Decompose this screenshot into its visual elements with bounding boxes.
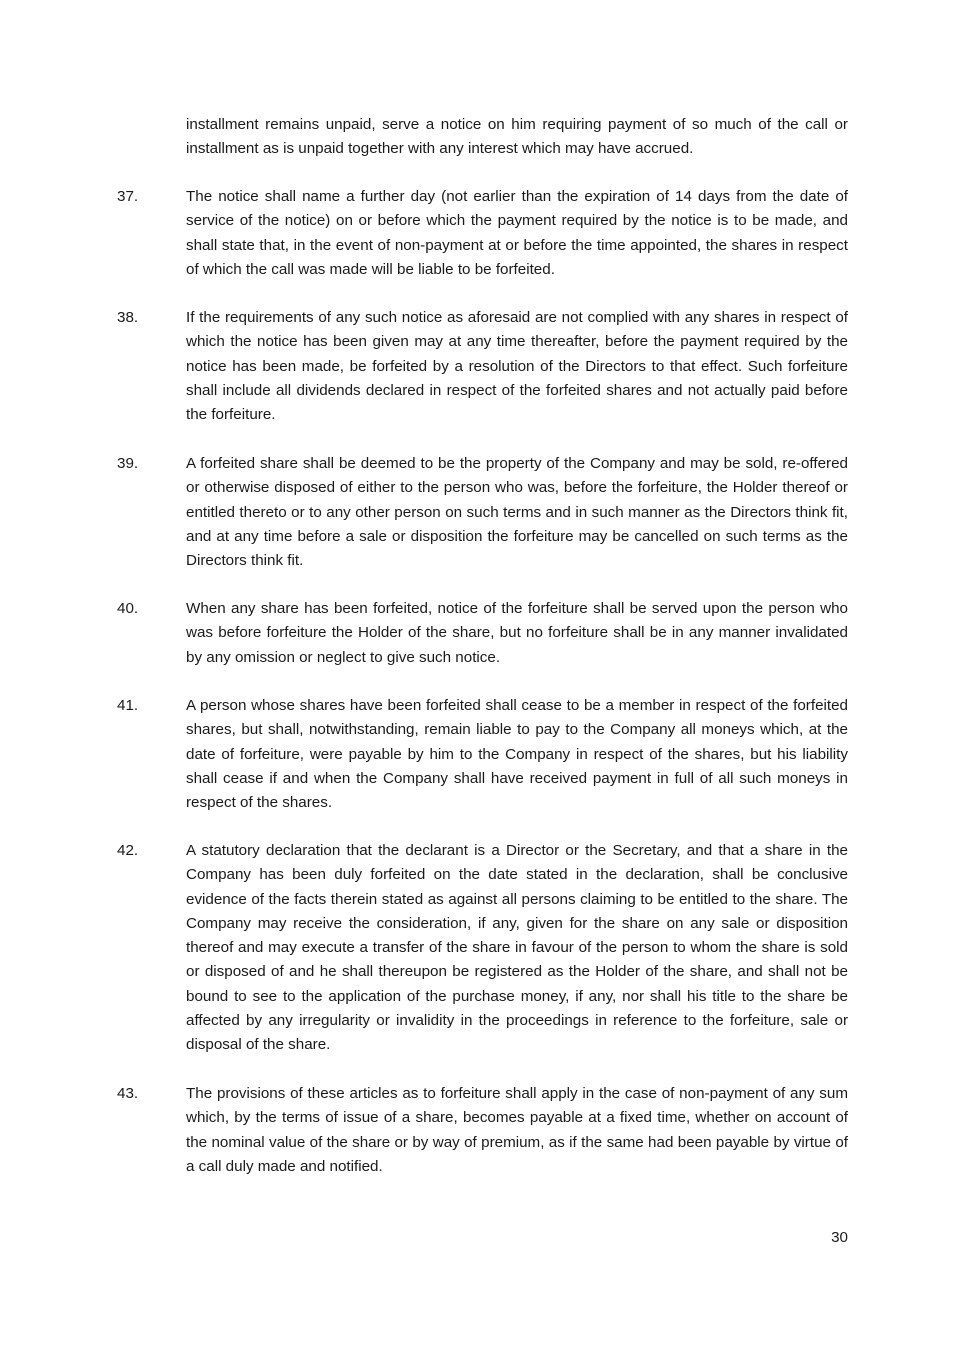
clause-text: The notice shall name a further day (not earlier than the expiration of 14 days from the date of service of the notice) on or before which the payment required by the notice is to be made, and shall state that, in the event of non-payment at or before the time appointed, the shares in respect of which the call was made will be liable to be forfeited.: [186, 188, 848, 278]
clause-number: 38.: [117, 309, 139, 326]
clause-text: The provisions of these articles as to forfeiture shall apply in the case of non-payment of any sum which, by the terms of issue of a share, becomes payable at a fixed time, whether on account of the nominal value of the share or by way of premium, as if the same had been payable by virtue of a call duly made and notified.: [186, 1085, 848, 1175]
clause-text: If the requirements of any such notice as aforesaid are not complied with any shares in respect of which the notice has been given may at any time thereafter, before the payment required by the notice has been made, be forfeited by a resolution of the Directors to that effect. Such forfeiture shall include all dividends declared in respect of the forfeited shares and not actually paid before the forfeiture.: [186, 309, 848, 424]
clause-text: When any share has been forfeited, notice of the forfeiture shall be served upon the person who was before forfeiture the Holder of the share, but no forfeiture shall be in any manner invalidated by any omission or neglect to give such notice.: [186, 600, 848, 666]
clause-text: A forfeited share shall be deemed to be the property of the Company and may be sold, re-offered or otherwise disposed of either to the person who was, before the forfeiture, the Holder thereof or entitled thereto or to any other person on such terms and in such manner as the Directors think fit, and at any time before a sale or disposition the forfeiture may be cancelled on such terms as the Directors think fit.: [186, 455, 848, 570]
clause-number: 40.: [117, 600, 139, 617]
clause-text: A statutory declaration that the declarant is a Director or the Secretary, and that a share in the Company has been duly forfeited on the date stated in the declaration, shall be conclusive evidence of the facts therein stated as against all persons claiming to be entitled to the share. The Company may receive the consideration, if any, given for the share on any sale or disposition thereof and may execute a transfer of the share in favour of the person to whom the share is sold or disposed of and he shall thereupon be registered as the Holder of the share, and shall not be bound to see to the application of the purchase money, if any, nor shall his title to the share be affected by any irregularity or invalidity in the proceedings in reference to the forfeiture, sale or disposal of the share.: [186, 842, 848, 1054]
clause-number: 43.: [117, 1085, 139, 1102]
clause-number: 39.: [117, 455, 139, 472]
clause-number: 42.: [117, 842, 139, 859]
clause-number: 37.: [117, 188, 139, 205]
clause-text: A person whose shares have been forfeited shall cease to be a member in respect of the forfeited shares, but shall, notwithstanding, remain liable to pay to the Company all moneys which, at the date of forfeiture, were payable by him to the Company in respect of the shares, but his liability shall cease if and when the Company shall have received payment in full of all such moneys in respect of the shares.: [186, 697, 848, 812]
clause-number: 41.: [117, 697, 139, 714]
page-number: 30: [831, 1229, 848, 1246]
intro-paragraph: installment remains unpaid, serve a notice on him requiring payment of so much of the call or installment as is unpaid together with any interest which may have accrued.: [186, 116, 848, 158]
